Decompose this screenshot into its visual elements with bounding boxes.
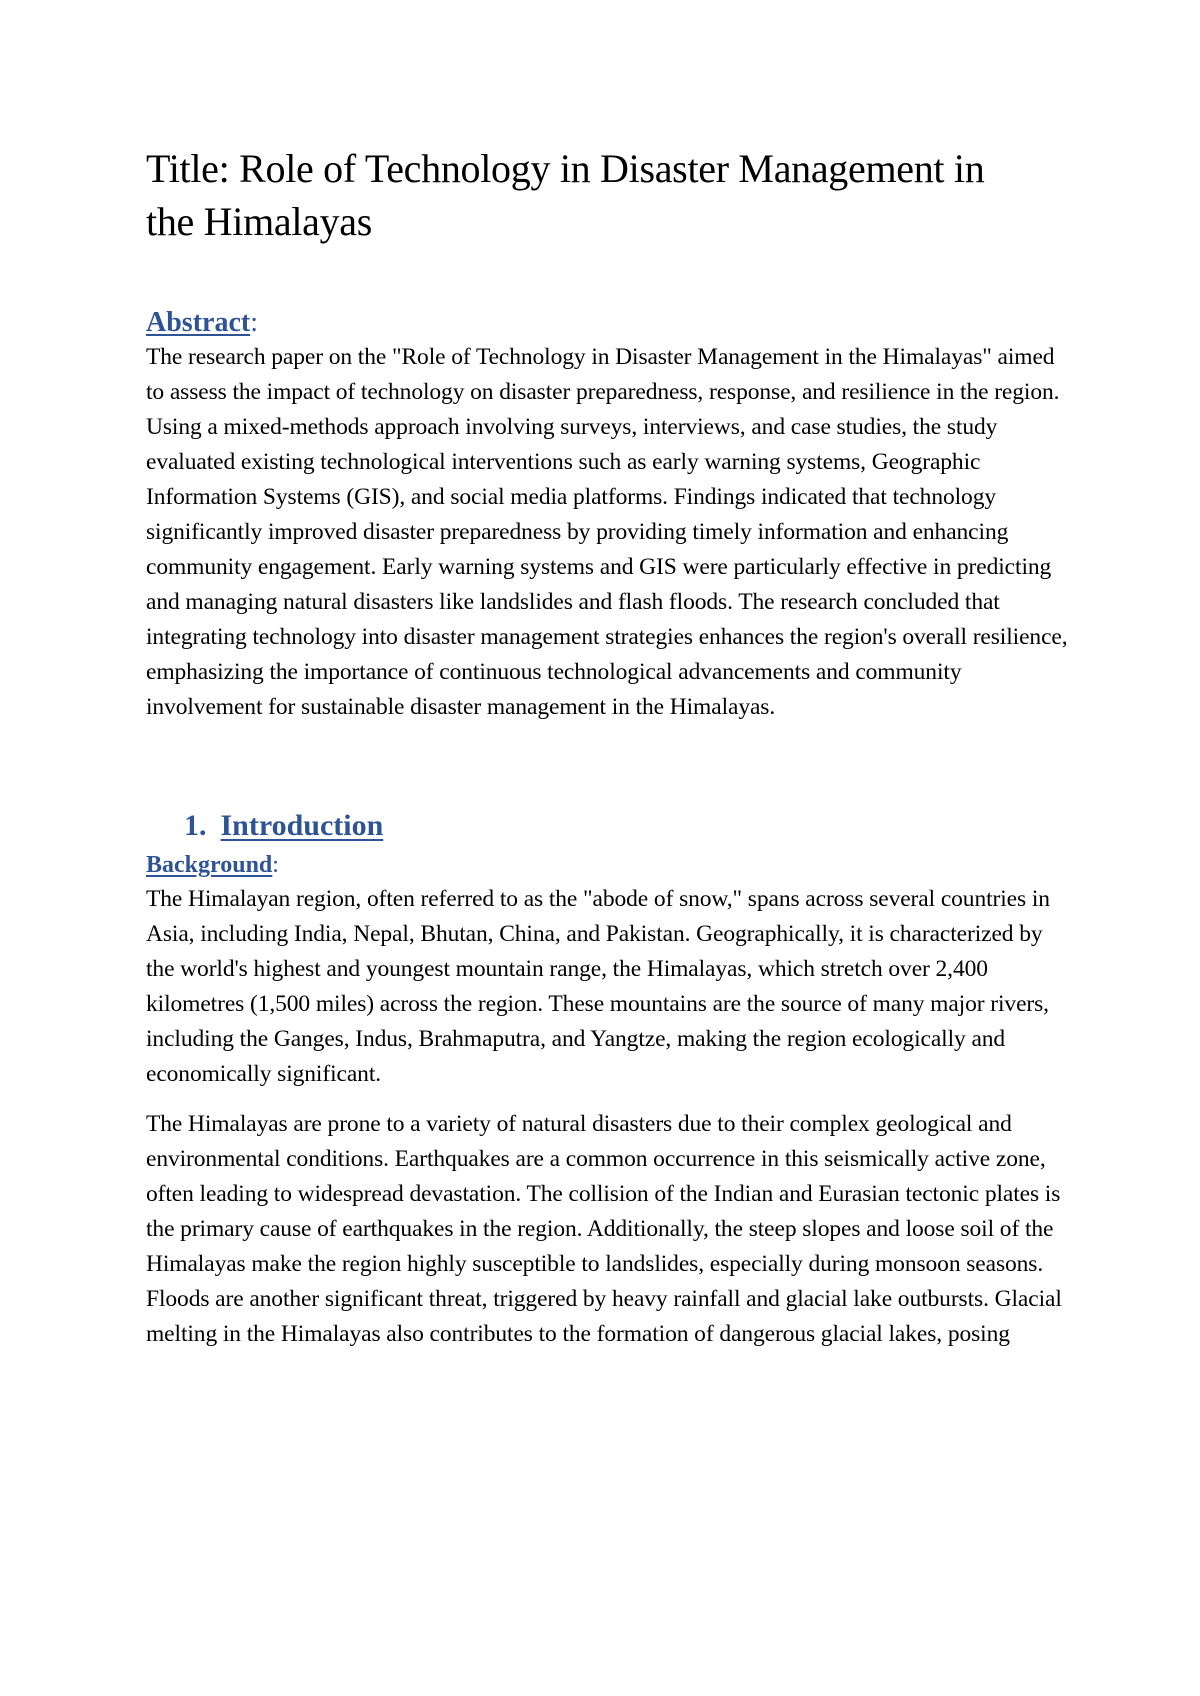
background-paragraph-2: The Himalayas are prone to a variety of natural disasters due to their complex geological and environmental conditions. Earthquakes are a common occurrence in this seismically active zone, often leading to widespread devastation. The collision of the Indian and Eurasian tectonic plates is the primary cause of earthquakes in the region. Additionally, the steep slopes and loose soil of the Himalayas make the region highly susceptible to landslides, especially during monsoon seasons. Floods are another significant threat, triggered by heavy rainfall and glacial lake outbursts. Glacial melting in the Himalayas also contributes to the formation of dangerous glacial lakes, posing [146, 1111, 1062, 1347]
page-content [146, 142, 1076, 1352]
section-heading-introduction [184, 807, 1076, 845]
abstract-heading [146, 306, 1076, 340]
subheading-label: Background [146, 852, 273, 878]
background-paragraph-1: The Himalayan region, often referred to as the "abode of snow," spans across several countries in Asia, including India, Nepal, Bhutan, China, and Pakistan. Geographically, it is characterized by the world's highest and youngest mountain range, the Himalayas, which stretch over 2,400 kilometres (1,500 miles) across the region. These mountains are the source of many major rivers, including the Ganges, Indus, Brahmaputra, and Yangtze, making the region ecologically and economically significant. [146, 886, 1050, 1087]
subheading-colon: : [272, 852, 279, 878]
abstract-paragraph: The research paper on the "Role of Technology in Disaster Management in the Himalayas" aimed to assess the impact of technology on disaster preparedness, response, and resilience in the region. Using a mixed-methods approach involving surveys, interviews, and case studies, the study evaluated existing technological interventions such as early warning systems, Geographic Information Systems (GIS), and social media platforms. Findings indicated that technology significantly improved disaster preparedness by providing timely information and enhancing community engagement. Early warning systems and GIS were particularly effective in predicting and managing natural disasters like landslides and flash floods. The research concluded that integrating technology into disaster management strategies enhances the region's overall resilience, emphasizing the importance of continuous technological advancements and community involvement for sustainable disaster management in the Himalayas. [146, 344, 1068, 720]
abstract-colon: : [250, 307, 258, 338]
document-title [146, 142, 1076, 248]
abstract-label: Abstract [146, 307, 251, 338]
document-title-line-1: Title: Role of Technology in Disaster Management in [146, 146, 985, 191]
document-title-line-2: the Himalayas [146, 199, 373, 244]
section-title: Introduction [220, 809, 384, 842]
section-number: 1. [184, 809, 207, 842]
subheading-background [146, 849, 1076, 882]
